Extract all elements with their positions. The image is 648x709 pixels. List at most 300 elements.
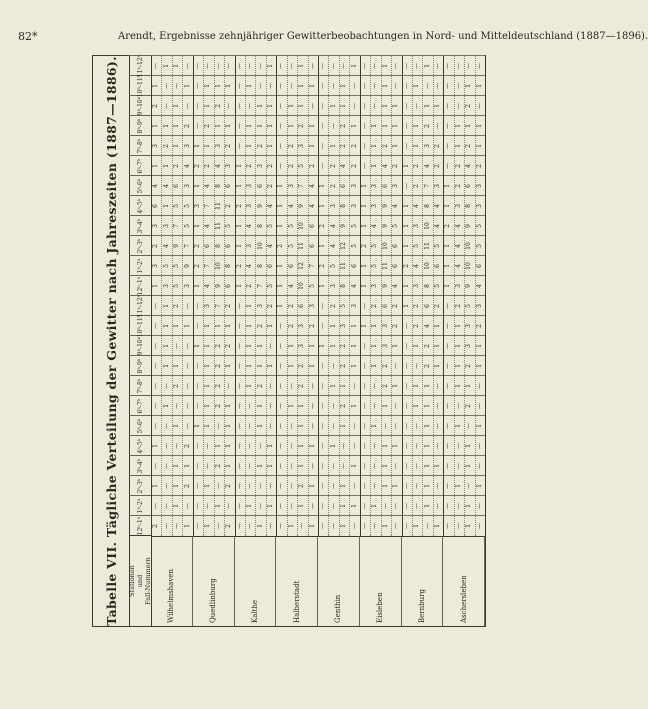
table-cell: 1 — [465, 384, 473, 388]
table-cell: — — [214, 423, 222, 429]
table-cell: — — [402, 503, 410, 509]
table-cell: 6 — [152, 204, 160, 208]
table-cell: — — [162, 383, 170, 389]
table-cell: — — [193, 363, 201, 369]
table-cell: 1 — [162, 124, 170, 128]
station-name: Eisleben — [376, 592, 385, 623]
table-cell: 3 — [246, 244, 254, 248]
table-cell: 1 — [267, 444, 275, 448]
table-cell: 1 — [475, 344, 483, 348]
table-cell: — — [287, 423, 295, 429]
table-cell: 2 — [193, 264, 201, 268]
table-cell: — — [402, 83, 410, 89]
table-cell: 10 — [298, 282, 306, 290]
table-cell: 2 — [413, 324, 421, 328]
table-cell: 8 — [256, 224, 264, 228]
table-cell: 6 — [173, 184, 181, 188]
table-cell: 1 — [444, 244, 452, 248]
table-cell: 1 — [350, 404, 358, 408]
table-cell: — — [329, 63, 337, 69]
table-cell: 2 — [308, 324, 316, 328]
table-cell: 6 — [225, 184, 233, 188]
table-cell: 1 — [235, 224, 243, 228]
table-cell: — — [350, 383, 358, 389]
table-cell: 1 — [413, 124, 421, 128]
table-cell: — — [413, 463, 421, 469]
table-cell: — — [413, 483, 421, 489]
column-header: 11ʰ-12ʰ — [129, 55, 152, 76]
table-row — [215, 56, 223, 536]
table-cell: 4 — [454, 264, 462, 268]
table-cell: — — [267, 423, 275, 429]
table-cell: 2 — [444, 224, 452, 228]
table-cell: 2 — [173, 384, 181, 388]
table-cell: 1 — [246, 84, 254, 88]
table-cell: 4 — [340, 164, 348, 168]
table-cell: 2 — [413, 304, 421, 308]
table-cell: 1 — [454, 144, 462, 148]
table-cell: 1 — [193, 144, 201, 148]
table-cell: 2 — [423, 344, 431, 348]
table-cell: — — [329, 363, 337, 369]
table-row — [319, 56, 327, 536]
table-cell: 2 — [204, 164, 212, 168]
table-cell: 4 — [204, 224, 212, 228]
table-cell: — — [162, 483, 170, 489]
table-cell: 1 — [454, 384, 462, 388]
table-cell: — — [444, 163, 452, 169]
table-cell: — — [246, 423, 254, 429]
table-cell: — — [162, 423, 170, 429]
table-cell: — — [183, 423, 191, 429]
table-cell: 1 — [204, 144, 212, 148]
table-cell: 6 — [381, 304, 389, 308]
table-cell: 6 — [225, 284, 233, 288]
table-cell: 7 — [204, 204, 212, 208]
table-cell: 3 — [340, 324, 348, 328]
table-cell: — — [402, 323, 410, 329]
table-cell: 1 — [444, 184, 452, 188]
table-cell: — — [162, 503, 170, 509]
table-cell: 1 — [298, 84, 306, 88]
running-head: Arendt, Ergebnisse zehnjähriger Gewitterbeobachtungen in Nord- und Mitteldeutschland (1887—1896). — [118, 31, 648, 42]
table-cell: 2 — [225, 524, 233, 528]
table-cell: 1 — [308, 84, 316, 88]
table-title: Tabelle VII. Tägliche Verteilung der Gewitter nach Jahreszeiten (1887—1886). — [93, 56, 130, 626]
table-cell: 1 — [423, 64, 431, 68]
table-row — [382, 56, 390, 536]
table-cell: — — [287, 383, 295, 389]
table-cell: — — [319, 463, 327, 469]
table-cell: 4 — [465, 164, 473, 168]
table-cell: 2 — [173, 304, 181, 308]
table-cell: — — [152, 303, 160, 309]
table-cell: — — [475, 383, 483, 389]
table-cell: — — [423, 83, 431, 89]
table-cell: 6 — [475, 264, 483, 268]
table-cell: 2 — [329, 184, 337, 188]
table-cell: 2 — [350, 144, 358, 148]
table-cell: 2 — [465, 404, 473, 408]
station-name: Aschersleben — [459, 575, 468, 623]
table-cell: 1 — [465, 444, 473, 448]
table-cell: 1 — [392, 144, 400, 148]
table-cell: 3 — [214, 144, 222, 148]
table-cell: 1 — [360, 224, 368, 228]
table-cell: 1 — [340, 484, 348, 488]
table-cell: — — [287, 443, 295, 449]
table-cell: — — [413, 363, 421, 369]
table-row — [444, 56, 452, 536]
table-cell: 1 — [319, 284, 327, 288]
table-cell: 1 — [413, 524, 421, 528]
table-cell: 1 — [277, 264, 285, 268]
table-cell: 2 — [465, 364, 473, 368]
table-cell: 1 — [173, 64, 181, 68]
table-cell: — — [235, 343, 243, 349]
table-row — [309, 56, 317, 536]
table-cell: — — [173, 343, 181, 349]
table-cell: 1 — [454, 484, 462, 488]
table-cell: 3 — [246, 204, 254, 208]
table-cell: — — [454, 103, 462, 109]
table-cell: 1 — [392, 344, 400, 348]
table-cell: 1 — [256, 424, 264, 428]
table-cell: — — [444, 463, 452, 469]
table-cell: 1 — [225, 404, 233, 408]
table-cell: — — [256, 443, 264, 449]
table-cell: 3 — [454, 284, 462, 288]
table-cell: 1 — [360, 204, 368, 208]
table-cell: 4 — [371, 224, 379, 228]
table-cell: 10 — [465, 242, 473, 250]
table-cell: 1 — [413, 344, 421, 348]
table-cell: — — [267, 483, 275, 489]
table-cell: — — [381, 423, 389, 429]
table-cell: 1 — [277, 184, 285, 188]
table-cell: — — [340, 443, 348, 449]
table-cell: 1 — [152, 284, 160, 288]
table-cell: 1 — [475, 144, 483, 148]
table-cell: — — [360, 463, 368, 469]
table-cell: 1 — [329, 324, 337, 328]
station-name: Wilhelmshaven — [167, 569, 176, 623]
table-cell: 2 — [183, 124, 191, 128]
table-cell: 1 — [454, 424, 462, 428]
table-cell: 5 — [413, 244, 421, 248]
table-cell: 1 — [381, 124, 389, 128]
table-cell: — — [444, 383, 452, 389]
table-cell: — — [444, 403, 452, 409]
table-row — [277, 56, 285, 536]
table-cell: 2 — [298, 384, 306, 388]
table-cell: — — [360, 143, 368, 149]
table-cell: 2 — [152, 104, 160, 108]
table-row — [413, 56, 421, 536]
table-cell: 3 — [246, 184, 254, 188]
table-cell: — — [402, 343, 410, 349]
table-cell: 1 — [392, 484, 400, 488]
table-cell: 2 — [256, 144, 264, 148]
table-cell: — — [402, 143, 410, 149]
table-cell: 1 — [225, 444, 233, 448]
table-cell: — — [444, 523, 452, 529]
table-cell: — — [454, 463, 462, 469]
table-cell: — — [319, 163, 327, 169]
table-cell: — — [465, 483, 473, 489]
table-cell: 3 — [298, 144, 306, 148]
column-header: 8ʰ-9ʰ — [129, 355, 152, 376]
table-cell: 1 — [267, 64, 275, 68]
table-cell: — — [402, 423, 410, 429]
table-cell: — — [235, 523, 243, 529]
stub-header — [129, 535, 152, 626]
table-cell: 2 — [475, 164, 483, 168]
table-cell: 7 — [298, 184, 306, 188]
table-cell: 1 — [277, 304, 285, 308]
table-cell: — — [277, 383, 285, 389]
table-cell: 1 — [173, 504, 181, 508]
table-cell: — — [193, 443, 201, 449]
table-cell: — — [454, 503, 462, 509]
table-cell: 2 — [465, 104, 473, 108]
table-cell: 2 — [183, 444, 191, 448]
table-cell: — — [287, 63, 295, 69]
table-cell: 1 — [204, 404, 212, 408]
table-cell: 7 — [183, 244, 191, 248]
table-cell: 3 — [371, 204, 379, 208]
table-cell: 2 — [340, 364, 348, 368]
table-cell: 1 — [225, 424, 233, 428]
table-cell: 1 — [308, 344, 316, 348]
table-cell: 3 — [162, 224, 170, 228]
table-cell: 4 — [183, 164, 191, 168]
table-cell: 2 — [225, 144, 233, 148]
table-cell: 4 — [287, 204, 295, 208]
table-cell: 2 — [434, 304, 442, 308]
table-cell: 1 — [256, 464, 264, 468]
table-cell: — — [434, 483, 442, 489]
table-cell: 2 — [287, 304, 295, 308]
table-cell: 8 — [340, 204, 348, 208]
table-cell: 2 — [319, 224, 327, 228]
table-cell: 2 — [256, 384, 264, 388]
table-cell: — — [235, 83, 243, 89]
table-cell: — — [225, 383, 233, 389]
table-cell: 1 — [277, 224, 285, 228]
table-cell: 4 — [413, 204, 421, 208]
table-cell: — — [193, 483, 201, 489]
table-cell: — — [319, 363, 327, 369]
table-cell: 1 — [371, 424, 379, 428]
table-cell: 2 — [267, 164, 275, 168]
table-cell: 5 — [162, 264, 170, 268]
table-cell: — — [235, 103, 243, 109]
table-cell: 2 — [423, 364, 431, 368]
column-header: 4ʰ-5ʰ — [129, 195, 152, 216]
table-cell: 1 — [371, 504, 379, 508]
table-cell: 2 — [246, 284, 254, 288]
table-cell: — — [246, 483, 254, 489]
table-cell: 6 — [298, 304, 306, 308]
table-cell: — — [173, 523, 181, 529]
table-row — [455, 56, 463, 536]
table-cell: 2 — [214, 384, 222, 388]
table-row — [298, 56, 306, 536]
table-cell: — — [152, 343, 160, 349]
table-cell: 9 — [465, 284, 473, 288]
table-cell: 2 — [340, 144, 348, 148]
table-cell: — — [319, 123, 327, 129]
table-cell: — — [173, 83, 181, 89]
table-cell: 5 — [308, 284, 316, 288]
table-cell: 4 — [434, 224, 442, 228]
table-cell: 1 — [162, 344, 170, 348]
table-cell: 2 — [183, 484, 191, 488]
table-cell: — — [193, 323, 201, 329]
table-cell: 1 — [214, 444, 222, 448]
table-cell: — — [277, 403, 285, 409]
table-cell: — — [267, 523, 275, 529]
table-cell: 1 — [402, 204, 410, 208]
table-cell: 1 — [235, 284, 243, 288]
table-cell: — — [319, 63, 327, 69]
table-row — [163, 56, 171, 536]
table-cell: — — [340, 63, 348, 69]
table-cell: 1 — [402, 164, 410, 168]
table-cell: 1 — [193, 424, 201, 428]
table-cell: 9 — [381, 204, 389, 208]
stub-header-line-1: Stationen — [128, 565, 136, 597]
table-cell: — — [152, 463, 160, 469]
table-cell: 4 — [423, 164, 431, 168]
table-cell: 10 — [381, 242, 389, 250]
table-row — [246, 56, 254, 536]
table-cell: 1 — [214, 504, 222, 508]
station-name: Genthin — [334, 594, 343, 623]
table-cell: 3 — [350, 204, 358, 208]
table-cell: — — [454, 443, 462, 449]
table-cell: — — [277, 423, 285, 429]
table-cell: 3 — [413, 284, 421, 288]
table-cell: 1 — [256, 344, 264, 348]
table-cell: 3 — [152, 224, 160, 228]
table-row — [173, 56, 181, 536]
table-cell: — — [444, 443, 452, 449]
table-cell: 2 — [214, 464, 222, 468]
table-cell: — — [277, 323, 285, 329]
table-cell: 1 — [308, 484, 316, 488]
table-cell: — — [277, 83, 285, 89]
table-cell: 1 — [204, 324, 212, 328]
table-cell: 1 — [392, 444, 400, 448]
table-cell: 11 — [381, 262, 389, 270]
table-cell: — — [319, 423, 327, 429]
table-cell: 2 — [319, 264, 327, 268]
table-cell: — — [475, 523, 483, 529]
table-cell: 6 — [308, 224, 316, 228]
table-cell: 1 — [423, 444, 431, 448]
table-cell: 1 — [350, 124, 358, 128]
table-cell: — — [371, 523, 379, 529]
table-cell: 2 — [214, 104, 222, 108]
table-cell: 5 — [475, 224, 483, 228]
table-cell: — — [360, 303, 368, 309]
table-cell: 1 — [204, 84, 212, 88]
table-cell: 7 — [256, 284, 264, 288]
table-cell: — — [183, 303, 191, 309]
table-cell: 4 — [246, 264, 254, 268]
table-cell: 6 — [423, 304, 431, 308]
table-cell: 1 — [444, 204, 452, 208]
table-cell: 2 — [246, 164, 254, 168]
stub-header-line-2: und — [136, 574, 144, 588]
table-cell: — — [392, 63, 400, 69]
table-cell: 3 — [329, 284, 337, 288]
table-cell: — — [434, 83, 442, 89]
table-cell: — — [465, 63, 473, 69]
table-row — [194, 56, 202, 536]
table-cell: — — [402, 483, 410, 489]
station-label — [443, 536, 485, 626]
table-cell: 3 — [329, 204, 337, 208]
table-cell: 3 — [475, 204, 483, 208]
table-cell: 1 — [204, 484, 212, 488]
table-cell: — — [392, 523, 400, 529]
table-cell: 8 — [340, 284, 348, 288]
table-cell: 4 — [454, 224, 462, 228]
table-cell: — — [162, 523, 170, 529]
table-row — [351, 56, 359, 536]
table-cell: — — [392, 423, 400, 429]
table-cell: 1 — [392, 124, 400, 128]
table-cell: 1 — [434, 464, 442, 468]
table-cell: 1 — [423, 424, 431, 428]
table-cell: 5 — [392, 224, 400, 228]
table-cell: 1 — [256, 404, 264, 408]
column-header: 3ʰ-4ʰ — [129, 455, 152, 476]
table-cell: 2 — [235, 264, 243, 268]
table-row — [184, 56, 192, 536]
table-cell: 4 — [381, 164, 389, 168]
stub-header-line-3: Fall-Nummern — [144, 557, 152, 605]
column-header: 5ʰ-6ʰ — [129, 415, 152, 436]
table-cell: 1 — [287, 364, 295, 368]
table-cell: 1 — [298, 104, 306, 108]
table-cell: 1 — [319, 184, 327, 188]
table-cell: 3 — [454, 204, 462, 208]
table-cell: — — [360, 103, 368, 109]
table-cell: 1 — [413, 144, 421, 148]
table-cell: 1 — [413, 384, 421, 388]
table-cell: 1 — [402, 224, 410, 228]
table-cell: 5 — [183, 224, 191, 228]
table-cell: 3 — [381, 344, 389, 348]
table-cell: — — [193, 463, 201, 469]
table-cell: — — [287, 83, 295, 89]
table-cell: — — [444, 343, 452, 349]
column-header: 8ʰ-9ʰ — [129, 115, 152, 136]
table-cell: — — [454, 63, 462, 69]
table-cell: — — [360, 503, 368, 509]
table-cell: 8 — [423, 284, 431, 288]
table-cell: — — [402, 63, 410, 69]
table-cell: — — [434, 123, 442, 129]
table-cell: — — [319, 103, 327, 109]
column-header: 2ʰ-3ʰ — [129, 235, 152, 256]
table-cell: 1 — [381, 404, 389, 408]
table-cell: 8 — [214, 244, 222, 248]
